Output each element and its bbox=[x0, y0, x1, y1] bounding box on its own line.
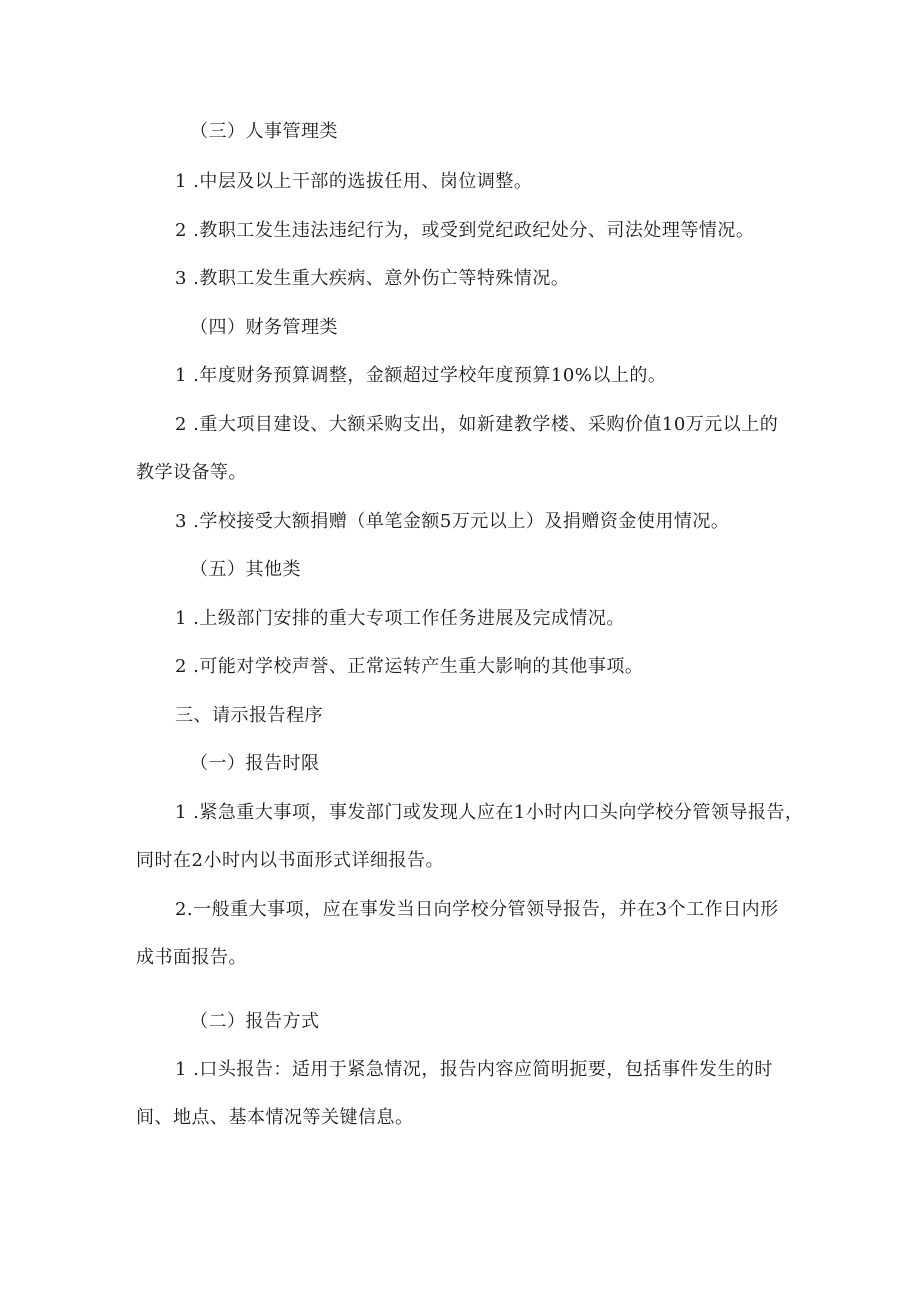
list-item: 1 .中层及以上干部的选拔任用、岗位调整。 bbox=[175, 171, 533, 192]
list-item-continuation: 成书面报告。 bbox=[136, 947, 247, 968]
list-item: 1 .上级部门安排的重大专项工作任务进展及完成情况。 bbox=[175, 608, 625, 629]
list-item: 3 .教职工发生重大疾病、意外伤亡等特殊情况。 bbox=[175, 268, 570, 289]
list-item: 1 .紧急重大事项，事发部门或发现人应在1小时内口头向学校分管领导报告， bbox=[175, 802, 804, 823]
subheading-report-method: （二）报告方式 bbox=[190, 1011, 320, 1032]
list-item-continuation: 间、地点、基本情况等关键信息。 bbox=[136, 1107, 414, 1128]
section-heading-procedure: 三、请示报告程序 bbox=[175, 705, 323, 726]
list-item: 3 .学校接受大额捐赠（单笔金额5万元以上）及捐赠资金使用情况。 bbox=[175, 511, 730, 532]
list-item: 1 .口头报告：适用于紧急情况，报告内容应简明扼要，包括事件发生的时 bbox=[175, 1059, 773, 1080]
subheading-time-limit: （一）报告时限 bbox=[190, 753, 320, 774]
subheading-other: （五）其他类 bbox=[190, 559, 301, 580]
list-item: 2 .教职工发生违法违纪行为，或受到党纪政纪处分、司法处理等情况。 bbox=[175, 220, 755, 241]
list-item: 1 .年度财务预算调整，金额超过学校年度预算10%以上的。 bbox=[175, 365, 667, 386]
list-item-continuation: 教学设备等。 bbox=[136, 462, 247, 483]
subheading-finance: （四）财务管理类 bbox=[190, 317, 338, 338]
list-item-continuation: 同时在2小时内以书面形式详细报告。 bbox=[136, 850, 444, 871]
list-item: 2.一般重大事项，应在事发当日向学校分管领导报告，并在3个工作日内形 bbox=[175, 899, 779, 920]
list-item: 2 .重大项目建设、大额采购支出，如新建教学楼、采购价值10万元以上的 bbox=[175, 414, 779, 435]
list-item: 2 .可能对学校声誉、正常运转产生重大影响的其他事项。 bbox=[175, 656, 644, 677]
subheading-personnel: （三）人事管理类 bbox=[190, 121, 338, 142]
